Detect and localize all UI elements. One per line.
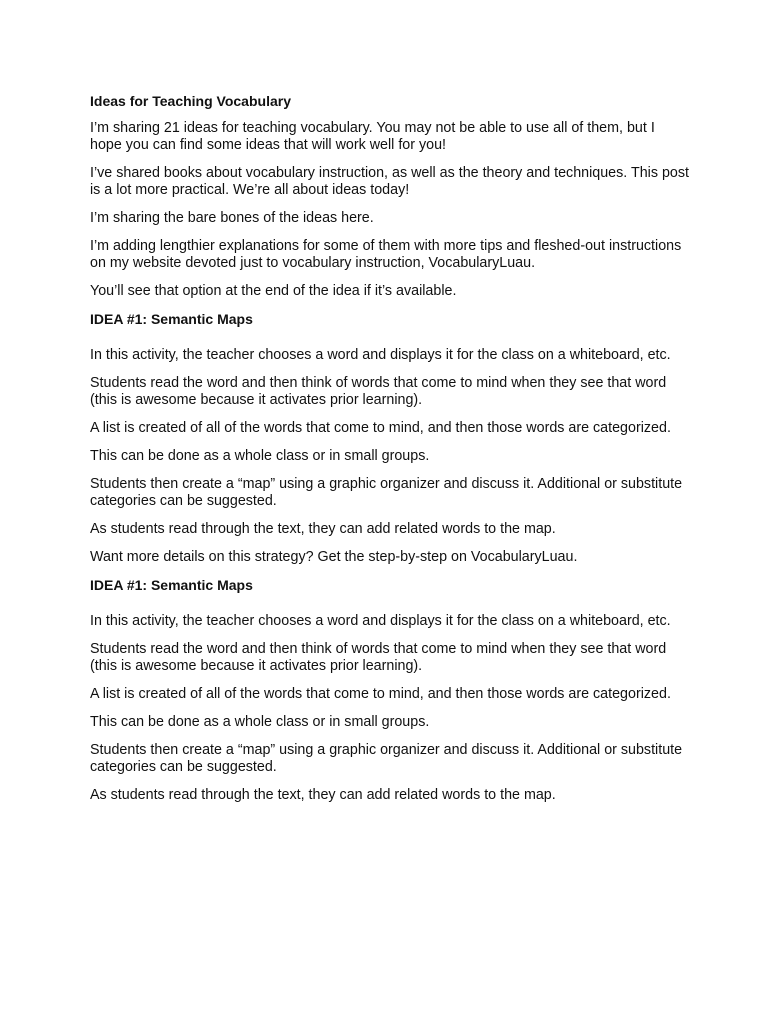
document-title: Ideas for Teaching Vocabulary <box>90 93 291 109</box>
idea-section <box>90 311 690 566</box>
section-paragraph: Students then create a “map” using a graphic organizer and discuss it. Additional or substitute categories can be suggested. <box>90 476 683 509</box>
section-paragraph: This can be done as a whole class or in small groups. <box>90 714 430 730</box>
section-paragraph: This can be done as a whole class or in small groups. <box>90 448 430 464</box>
section-paragraph: A list is created of all of the words that come to mind, and then those words are categorized. <box>90 420 671 436</box>
section-paragraph: In this activity, the teacher chooses a word and displays it for the class on a whiteboard, etc. <box>90 613 671 629</box>
section-heading: IDEA #1: Semantic Maps <box>90 311 253 327</box>
section-paragraph: As students read through the text, they can add related words to the map. <box>90 787 556 803</box>
intro-paragraph: I’m adding lengthier explanations for some of them with more tips and fleshed-out instructions on my website devoted just to vocabulary instruction, VocabularyLuau. <box>90 238 682 271</box>
section-paragraph: Students then create a “map” using a graphic organizer and discuss it. Additional or substitute categories can be suggested. <box>90 742 683 775</box>
idea-section <box>90 577 690 804</box>
intro-paragraph: I’ve shared books about vocabulary instruction, as well as the theory and techniques. This post is a lot more practical. We’re all about ideas today! <box>90 165 689 198</box>
section-paragraph: Want more details on this strategy? Get the step-by-step on VocabularyLuau. <box>90 549 578 565</box>
document-page <box>90 93 690 815</box>
section-paragraph: As students read through the text, they can add related words to the map. <box>90 521 556 537</box>
intro-paragraph: I’m sharing the bare bones of the ideas here. <box>90 210 374 226</box>
section-paragraph: Students read the word and then think of words that come to mind when they see that word (this is awesome because it activates prior learning). <box>90 641 667 674</box>
section-paragraph: A list is created of all of the words that come to mind, and then those words are categorized. <box>90 686 671 702</box>
intro-paragraph: I’m sharing 21 ideas for teaching vocabulary. You may not be able to use all of them, but I hope you can find some ideas that will work well for you! <box>90 120 655 153</box>
section-paragraph: In this activity, the teacher chooses a word and displays it for the class on a whiteboard, etc. <box>90 347 671 363</box>
section-heading: IDEA #1: Semantic Maps <box>90 577 253 593</box>
section-paragraph: Students read the word and then think of words that come to mind when they see that word (this is awesome because it activates prior learning). <box>90 375 667 408</box>
intro-paragraph: You’ll see that option at the end of the idea if it’s available. <box>90 283 457 299</box>
